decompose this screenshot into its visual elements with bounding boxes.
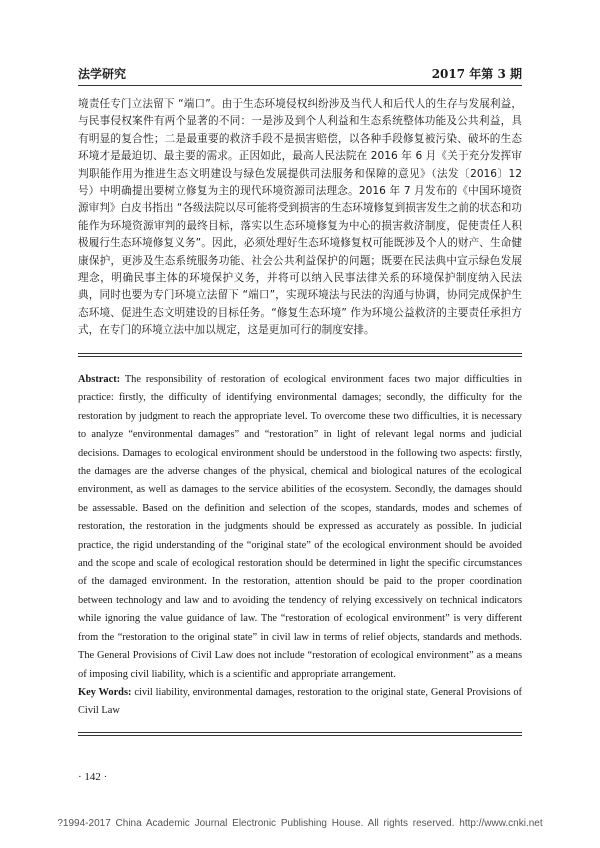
body-text — [78, 96, 522, 340]
copyright-footer: ?1994-2017 China Academic Journal Electronic Publishing House. All rights reserved. http://www.cnki.net — [57, 818, 543, 829]
section-divider-top-2 — [78, 356, 522, 357]
keywords-text: civil liability, environmental damages, restoration to the original state, General Provisions of Civil Law — [78, 686, 522, 717]
abstract-label: Abstract — [78, 374, 117, 385]
keywords-label: Key Words — [78, 686, 129, 698]
running-header — [78, 66, 522, 82]
keywords-paragraph: Key Words: civil liability, environmental damages, restoration to the original state, General Provisions of Civil Law — [78, 686, 522, 717]
page-number: · 142 · — [78, 771, 108, 783]
issue-label: 2017 年第 3 期 — [431, 67, 522, 81]
journal-title: 法学研究 — [78, 67, 127, 81]
section-divider-bottom — [78, 732, 522, 733]
abstract-text: The responsibility of restoration of ecological environment faces two major difficulties in practice: firstly, the difficulty of identifying environmental damages; secondly, the difficulty for the restoration by judgment to reach the appropriate level. To overcome these two difficulties, it is necessary to analyze “environmental damages” and “restoration” in light of relevant legal norms and judicial decisions. Damages to ecological environment should be understood in the following two aspects: firstly, the damages are the adverse changes of the physical, chemical and biological natures of the ecological environment, as well as damages to the service abilities of the ecosystem. Secondly, the damages should be assessable. Based on the definition and selection of the scopes, standards, modes and schemes of restoration, the restoration in the judgments should be expressed as accurately as possible. In judicial practice, the rigid understanding of the “original state” of the ecological environment should be avoided and the scope and scale of ecological restoration should be determined in light the specific circumstances of the damaged environment. In the restoration, attention should be paid to the proper coordination between technology and law and to avoiding the tendency of relying excessively on technical indicators while ignoring the value guidance of law. The “restoration of ecological environment” is very different from the “restoration to the original state” in civil law in terms of relief objects, standards and methods. The General Provisions of Civil Law does not include “restoration of ecological environment” as a means of imposing civil liability, which is a scientific and appropriate arrangement. — [78, 374, 522, 680]
abstract-block — [78, 371, 522, 721]
header-rule — [78, 85, 522, 86]
body-paragraph: 境责任专门立法留下 “端口”。由于生态环境侵权纠纷涉及当代人和后代人的生存与发展利益，与民事侵权案件有两个显著的不同：一是涉及到个人利益和生态系统整体功能及公共利益，具有明显的复合性；二是最重要的救济手段不是损害赔偿，以各种手段修复被污染、破坏的生态环境才是最迫切、最主要的需求。正因如此，最高人民法院在 2016 年 6 月《关于充分发挥审判职能作用为推进生态文明建设与绿色发展提供司法服务和保障的意见》（法发〔2016〕12 号）中明确提出要树立修复为主的现代环境资源司法理念。2016 年 7 月发布的《中国环境资源审判》白皮书指出 “各级法院以尽可能将受到损害的生态环境修复到损害发生之前的状态和功能作为环境资源审判的最终目标，落实以生态环境修复为中心的损害救济制度，促使责任人积极履行生态环境修复义务”。因此，必须处理好生态环境修复权可能既涉及个人的财产、生命健康保护，更涉及生态系统服务功能、社会公共利益保护的问题；既要在民法典中宣示绿色发展理念，明确民事主体的环境保护义务，并将可以纳入民事法律关系的环境保护制度纳入民法典，同时也要为专门环境立法留下 “端口”，实现环境法与民法的沟通与协调，协同完成保护生态环境、促进生态文明建设的目标任务。“修复生态环境” 作为环境公益救济的主要责任承担方式，在专门的环境立法中加以规定，这是更加可行的制度安排。 — [78, 98, 522, 337]
section-divider-top — [78, 353, 522, 354]
section-divider-bottom-2 — [78, 735, 522, 736]
abstract-paragraph: Abstract: The responsibility of restoration of ecological environment faces two major difficulties in practice: firstly, the difficulty of identifying environmental damages; secondly, the difficulty for the restoration by judgment to reach the appropriate level. To overcome these two difficulties, it is necessary to analyze “environmental damages” and “restoration” in light of relevant legal norms and judicial decisions. Damages to ecological environment should be understood in the following two aspects: firstly, the damages are the adverse changes of the physical, chemical and biological natures of the ecological environment, as well as damages to the service abilities of the ecosystem. Secondly, the damages should be assessable. Based on the definition and selection of the scopes, standards, modes and schemes of restoration, the restoration in the judgments should be expressed as accurately as possible. In judicial practice, the rigid understanding of the “original state” of the ecological environment should be avoided and the scope and scale of ecological restoration should be determined in light the specific circumstances of the damaged environment. In the restoration, attention should be paid to the proper coordination between technology and law and to avoiding the tendency of relying excessively on technical indicators while ignoring the value guidance of law. The “restoration of ecological environment” is very different from the “restoration to the original state” in civil law in terms of relief objects, standards and methods. The General Provisions of Civil Law does not include “restoration of ecological environment” as a means of imposing civil liability, which is a scientific and appropriate arrangement. — [78, 374, 522, 680]
